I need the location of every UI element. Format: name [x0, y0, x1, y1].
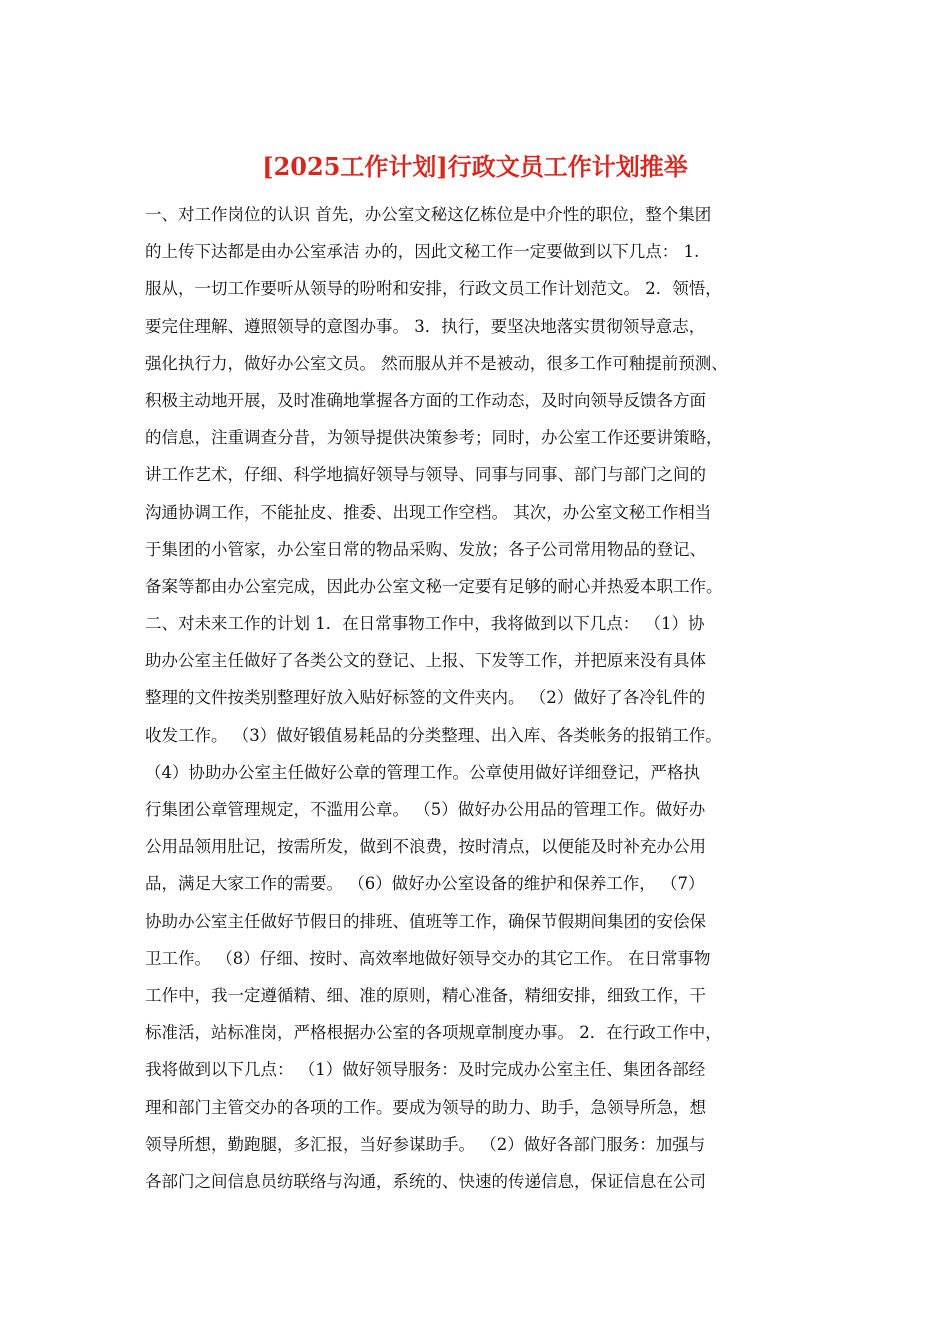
body-line: 协助办公室主任做好节假日的排班、值班等工作，确保节假期间集团的安侩保 — [145, 911, 706, 931]
body-line: 一、对工作岗位的认识 首先，办公室文秘这亿栋位是中介性的职位，整个集团 — [145, 205, 712, 224]
body-line: 标准活，站标准岗，严格根据办公室的各项规章制度办事。 2．在行政工作中， — [145, 1023, 722, 1043]
body-line: 卫工作。 （8）仔细、按时、高效率地做好领导交办的其它工作。 在日常事物 — [145, 948, 711, 968]
body-line: 我将做到以下几点： （1）做好领导服务：及时完成办公室主任、集团各部经 — [145, 1060, 706, 1080]
body-line: 沟通协调工作，不能扯皮、推委、出现工作空档。 其次，办公室文秘工作相当 — [145, 502, 712, 522]
body-line: 服从，一切工作要听从领导的吩咐和安排，行政文员工作计划范文。 2．领悟， — [145, 279, 722, 299]
body-line: 收发工作。 （3）做好锻值易耗品的分类整理、出入库、各类帐务的报销工作。 — [145, 725, 722, 745]
body-line: 讲工作艺术，仔细、科学地搞好领导与领导、同事与同事、部门与部门之间的 — [145, 465, 706, 485]
body-line: 备案等都由办公室完成，因此办公室文秘一定要有足够的耐心并热爱本职工作。 — [145, 576, 723, 596]
body-line: 工作中，我一定遵循精、细、准的原则，精心准备，精细安排，细致工作，干 — [145, 985, 706, 1005]
body-line: 的信息，注重调查分昔，为领导提供决策参考；同时，办公室工作还要讲策略， — [145, 428, 723, 448]
body-line: 领导所想，勤跑腿，多汇报，当好参谋助手。 （2）做好各部门服务：加强与 — [145, 1134, 706, 1154]
body-line: 各部门之间信息员纺联络与沟通，系统的、快速的传递信息，保证信息在公司 — [145, 1171, 706, 1191]
body-line: 要完住理解、遵照领导的意图办事。 3．执行，要坚决地落实贯彻领导意志， — [145, 316, 706, 336]
body-line: 积极主动地开展，及时准确地掌握各方面的工作动态，及时向领导反馈各方面 — [145, 390, 706, 410]
body-line: 助办公室主任做好了各类公文的登记、上报、下发等工作，并把原来没有具体 — [145, 651, 706, 671]
body-line: 强化执行力，做好办公室文员。 然而服从并不是被动，很多工作可釉提前预测、 — [145, 353, 728, 373]
document-body — [145, 196, 825, 1200]
body-line: 于集团的小管家，办公室日常的物品采购、发放；各子公司常用物品的登记、 — [145, 539, 706, 559]
document-title: [2025工作计划]行政文员工作计划推举 — [262, 152, 688, 181]
body-line: 的上传下达都是由办公室承洁 办的，因此文秘工作一定要做到以下几点： 1. — [145, 242, 700, 262]
body-line: 二、对未来工作的计划 1．在日常事物工作中，我将做到以下几点： （1）协 — [145, 614, 705, 634]
body-line: 公用品领用肚记，按需所发，做到不浪费，按时清点，以便能及时补充办公用 — [145, 837, 706, 857]
body-line: 品，满足大家工作的需要。 （6）做好办公室设备的维护和保养工作， （7） — [145, 874, 705, 894]
body-line: 理和部门主管交办的各项的工作。要成为领导的助力、助手，急领导所急，想 — [145, 1097, 706, 1117]
body-line: （4）协助办公室主任做好公章的管理工作。公章使用做好详细登记，严格执 — [145, 762, 700, 782]
body-line: 整理的文件按类别整理好放入贴好标签的文件夹内。 （2）做好了各冷钆件的 — [145, 688, 706, 708]
body-line: 行集团公章管理规定，不滥用公章。 （5）做好办公用品的管理工作。做好办 — [145, 800, 706, 819]
